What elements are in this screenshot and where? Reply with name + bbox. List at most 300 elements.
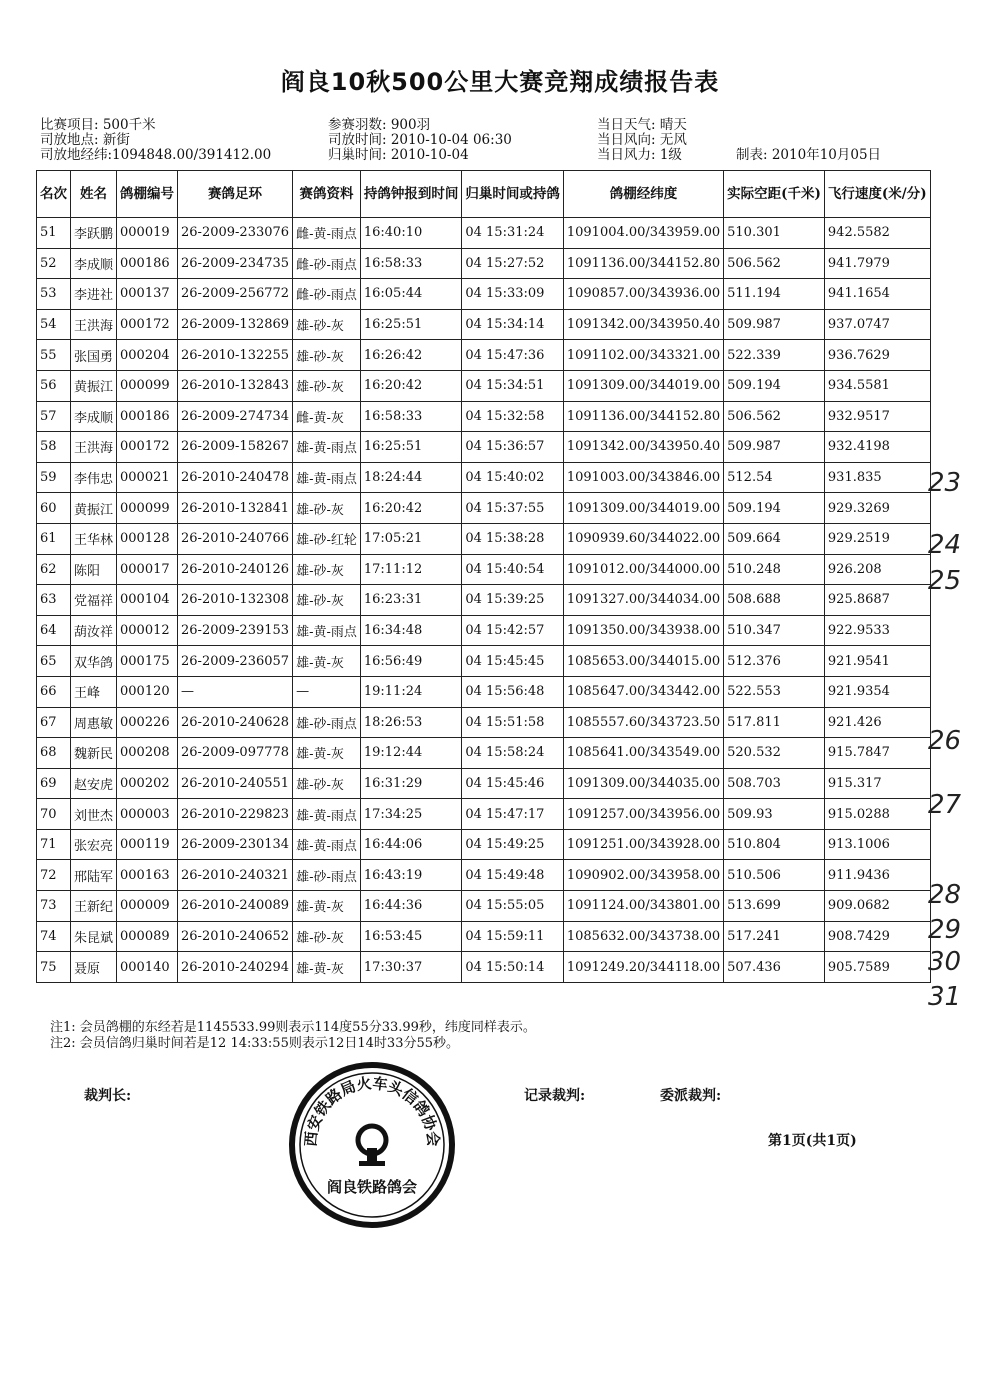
cell-name: 葫汝祥 — [71, 615, 117, 646]
footnote-1: 注1: 会员鸽棚的东经若是1145533.99则表示114度55分33.99秒，纬度同样表示。 — [50, 1020, 536, 1035]
cell-ring: 26-2009-230134 — [178, 829, 293, 860]
cell-loft-id: 000186 — [117, 401, 178, 432]
cell-return-time: 04 15:45:45 — [462, 646, 564, 677]
cell-bird-info: 雄-黄-雨点 — [293, 799, 361, 830]
cell-clock-time: 16:05:44 — [360, 279, 462, 310]
chief-judge-label: 裁判长: — [84, 1088, 132, 1104]
cell-rank: 53 — [37, 279, 71, 310]
table-row — [37, 891, 931, 922]
cell-clock-time: 16:31:29 — [360, 768, 462, 799]
cell-distance: 510.804 — [724, 829, 825, 860]
table-row — [37, 707, 931, 738]
cell-speed: 934.5581 — [824, 370, 930, 401]
cell-return-time: 04 15:33:09 — [462, 279, 564, 310]
cell-name: 王洪海 — [71, 309, 117, 340]
cell-return-time: 04 15:51:58 — [462, 707, 564, 738]
cell-name: 王洪海 — [71, 432, 117, 463]
meta-weather: 当日天气: 晴天 — [597, 117, 687, 133]
cell-rank: 55 — [37, 340, 71, 371]
meta-made-date: 制表: 2010年10月05日 — [736, 147, 882, 163]
cell-speed: 921.426 — [824, 707, 930, 738]
cell-clock-time: 16:43:19 — [360, 860, 462, 891]
cell-bird-info: 雌-砂-雨点 — [293, 248, 361, 279]
cell-bird-info: 雄-砂-灰 — [293, 340, 361, 371]
cell-ring: 26-2010-240126 — [178, 554, 293, 585]
cell-bird-info: 雄-砂-灰 — [293, 585, 361, 616]
handwritten-mark: 31 — [928, 982, 962, 1012]
cell-rank: 59 — [37, 462, 71, 493]
cell-name: 魏新民 — [71, 738, 117, 769]
cell-clock-time: 16:53:45 — [360, 921, 462, 952]
cell-return-time: 04 15:47:36 — [462, 340, 564, 371]
cell-bird-info: 雄-黄-灰 — [293, 738, 361, 769]
cell-speed: 915.7847 — [824, 738, 930, 769]
cell-loft-coords: 1091309.00/344019.00 — [563, 370, 723, 401]
table-row — [37, 615, 931, 646]
cell-bird-info: 雄-砂-灰 — [293, 309, 361, 340]
cell-distance: 509.93 — [724, 799, 825, 830]
cell-loft-coords: 1085557.60/343723.50 — [563, 707, 723, 738]
cell-loft-id: 000172 — [117, 309, 178, 340]
cell-name: 刘世杰 — [71, 799, 117, 830]
cell-loft-coords: 1091309.00/344019.00 — [563, 493, 723, 524]
cell-name: 张国勇 — [71, 340, 117, 371]
cell-speed: 915.0288 — [824, 799, 930, 830]
cell-bird-info: 雄-黄-雨点 — [293, 615, 361, 646]
cell-clock-time: 19:11:24 — [360, 676, 462, 707]
meta-release-time: 司放时间: 2010-10-04 06:30 — [328, 132, 512, 148]
cell-clock-time: 19:12:44 — [360, 738, 462, 769]
cell-loft-id: 000202 — [117, 768, 178, 799]
recorder-judge-label: 记录裁判: — [524, 1088, 586, 1104]
cell-name: 李伟忠 — [71, 462, 117, 493]
cell-name: 李进社 — [71, 279, 117, 310]
cell-speed: 932.9517 — [824, 401, 930, 432]
cell-bird-info: 雄-砂-雨点 — [293, 860, 361, 891]
cell-rank: 58 — [37, 432, 71, 463]
cell-ring: 26-2010-240766 — [178, 523, 293, 554]
cell-ring: 26-2010-240652 — [178, 921, 293, 952]
cell-distance: 508.688 — [724, 585, 825, 616]
cell-return-time: 04 15:40:02 — [462, 462, 564, 493]
cell-return-time: 04 15:38:28 — [462, 523, 564, 554]
appointed-judge-label: 委派裁判: — [660, 1088, 722, 1104]
cell-rank: 73 — [37, 891, 71, 922]
cell-loft-id: 000003 — [117, 799, 178, 830]
meta-entries: 参赛羽数: 900羽 — [328, 117, 431, 133]
cell-name: 邢陆军 — [71, 860, 117, 891]
cell-rank: 61 — [37, 523, 71, 554]
cell-distance: 507.436 — [724, 952, 825, 983]
cell-distance: 522.553 — [724, 676, 825, 707]
cell-speed: 937.0747 — [824, 309, 930, 340]
cell-ring: 26-2009-239153 — [178, 615, 293, 646]
handwritten-mark: 26 — [928, 726, 962, 756]
cell-speed: 931.835 — [824, 462, 930, 493]
report-title: 阎良10秋500公里大赛竞翔成绩报告表 — [280, 68, 720, 96]
header-clock-time: 持鸽钟报到时间 — [360, 171, 462, 218]
cell-rank: 69 — [37, 768, 71, 799]
cell-distance: 522.339 — [724, 340, 825, 371]
cell-loft-coords: 1091004.00/343959.00 — [563, 218, 723, 249]
cell-loft-coords: 1091327.00/344034.00 — [563, 585, 723, 616]
cell-distance: 517.241 — [724, 921, 825, 952]
cell-loft-id: 000009 — [117, 891, 178, 922]
cell-bird-info: 雌-黄-雨点 — [293, 218, 361, 249]
association-seal — [287, 1060, 457, 1230]
cell-loft-id: 000120 — [117, 676, 178, 707]
cell-loft-id: 000204 — [117, 340, 178, 371]
cell-speed: 925.8687 — [824, 585, 930, 616]
cell-clock-time: 16:25:51 — [360, 432, 462, 463]
cell-clock-time: 16:58:33 — [360, 401, 462, 432]
cell-ring: 26-2010-240321 — [178, 860, 293, 891]
cell-rank: 67 — [37, 707, 71, 738]
meta-release-site: 司放地点: 新街 — [40, 132, 130, 148]
cell-clock-time: 17:11:12 — [360, 554, 462, 585]
cell-return-time: 04 15:50:14 — [462, 952, 564, 983]
cell-bird-info: 雄-黄-雨点 — [293, 432, 361, 463]
cell-loft-id: 000012 — [117, 615, 178, 646]
cell-loft-coords: 1091124.00/343801.00 — [563, 891, 723, 922]
cell-loft-id: 000099 — [117, 370, 178, 401]
cell-return-time: 04 15:39:25 — [462, 585, 564, 616]
cell-return-time: 04 15:45:46 — [462, 768, 564, 799]
cell-loft-id: 000137 — [117, 279, 178, 310]
cell-clock-time: 16:25:51 — [360, 309, 462, 340]
cell-name: 聂原 — [71, 952, 117, 983]
cell-name: 赵安虎 — [71, 768, 117, 799]
cell-bird-info: 雄-黄-雨点 — [293, 829, 361, 860]
cell-bird-info: 雄-砂-雨点 — [293, 707, 361, 738]
cell-loft-id: 000226 — [117, 707, 178, 738]
cell-loft-coords: 1091257.00/343956.00 — [563, 799, 723, 830]
cell-distance: 509.664 — [724, 523, 825, 554]
table-row — [37, 768, 931, 799]
header-bird-info: 赛鸽资料 — [293, 171, 361, 218]
cell-distance: 517.811 — [724, 707, 825, 738]
cell-rank: 54 — [37, 309, 71, 340]
cell-speed: 921.9541 — [824, 646, 930, 677]
table-header-row — [37, 171, 931, 218]
cell-name: 李成顺 — [71, 401, 117, 432]
cell-clock-time: 16:20:42 — [360, 493, 462, 524]
cell-name: 王新纪 — [71, 891, 117, 922]
cell-bird-info: 雄-砂-红轮 — [293, 523, 361, 554]
cell-distance: 509.987 — [724, 432, 825, 463]
cell-ring: 26-2009-158267 — [178, 432, 293, 463]
footnotes — [50, 1020, 536, 1052]
cell-rank: 56 — [37, 370, 71, 401]
cell-clock-time: 16:56:49 — [360, 646, 462, 677]
cell-rank: 68 — [37, 738, 71, 769]
meta-column-3 — [597, 118, 687, 163]
cell-ring: 26-2010-132255 — [178, 340, 293, 371]
cell-loft-coords: 1085647.00/343442.00 — [563, 676, 723, 707]
cell-distance: 520.532 — [724, 738, 825, 769]
cell-loft-id: 000017 — [117, 554, 178, 585]
cell-loft-coords: 1091342.00/343950.40 — [563, 432, 723, 463]
cell-return-time: 04 15:49:48 — [462, 860, 564, 891]
cell-loft-coords: 1090902.00/343958.00 — [563, 860, 723, 891]
cell-ring: 26-2009-234735 — [178, 248, 293, 279]
cell-distance: 506.562 — [724, 401, 825, 432]
cell-speed: 911.9436 — [824, 860, 930, 891]
cell-ring: 26-2009-236057 — [178, 646, 293, 677]
handwritten-mark: 28 — [928, 880, 962, 910]
cell-return-time: 04 15:27:52 — [462, 248, 564, 279]
cell-speed: 922.9533 — [824, 615, 930, 646]
cell-ring: 26-2010-132308 — [178, 585, 293, 616]
cell-loft-id: 000019 — [117, 218, 178, 249]
cell-ring: 26-2010-240294 — [178, 952, 293, 983]
cell-rank: 60 — [37, 493, 71, 524]
table-row — [37, 248, 931, 279]
cell-ring: 26-2010-240551 — [178, 768, 293, 799]
cell-loft-coords: 1091136.00/344152.80 — [563, 248, 723, 279]
cell-speed: 909.0682 — [824, 891, 930, 922]
cell-ring: 26-2010-240628 — [178, 707, 293, 738]
meta-wind-force: 当日风力: 1级 — [597, 147, 682, 163]
cell-ring: 26-2010-240089 — [178, 891, 293, 922]
cell-rank: 71 — [37, 829, 71, 860]
cell-return-time: 04 15:56:48 — [462, 676, 564, 707]
cell-ring: — — [178, 676, 293, 707]
cell-distance: 510.301 — [724, 218, 825, 249]
handwritten-mark: 23 — [928, 468, 962, 498]
cell-return-time: 04 15:47:17 — [462, 799, 564, 830]
cell-return-time: 04 15:36:57 — [462, 432, 564, 463]
cell-loft-id: 000186 — [117, 248, 178, 279]
header-return-time: 归巢时间或持鸽 — [462, 171, 564, 218]
cell-speed: 941.1654 — [824, 279, 930, 310]
cell-rank: 72 — [37, 860, 71, 891]
header-rank: 名次 — [37, 171, 71, 218]
cell-return-time: 04 15:31:24 — [462, 218, 564, 249]
cell-loft-id: 000208 — [117, 738, 178, 769]
cell-ring: 26-2009-132869 — [178, 309, 293, 340]
cell-bird-info: 雄-黄-灰 — [293, 891, 361, 922]
cell-distance: 509.987 — [724, 309, 825, 340]
cell-clock-time: 16:20:42 — [360, 370, 462, 401]
cell-bird-info: 雄-砂-灰 — [293, 554, 361, 585]
cell-clock-time: 18:24:44 — [360, 462, 462, 493]
cell-distance: 509.194 — [724, 370, 825, 401]
cell-loft-coords: 1090857.00/343936.00 — [563, 279, 723, 310]
cell-loft-coords: 1091136.00/344152.80 — [563, 401, 723, 432]
cell-loft-coords: 1091350.00/343938.00 — [563, 615, 723, 646]
cell-name: 张宏亮 — [71, 829, 117, 860]
handwritten-mark: 25 — [928, 566, 962, 596]
cell-speed: 915.317 — [824, 768, 930, 799]
cell-clock-time: 16:34:48 — [360, 615, 462, 646]
cell-distance: 510.248 — [724, 554, 825, 585]
handwritten-mark: 29 — [928, 915, 962, 945]
table-row — [37, 279, 931, 310]
cell-clock-time: 17:30:37 — [360, 952, 462, 983]
cell-distance: 509.194 — [724, 493, 825, 524]
cell-rank: 74 — [37, 921, 71, 952]
cell-loft-coords: 1091342.00/343950.40 — [563, 309, 723, 340]
cell-clock-time: 17:05:21 — [360, 523, 462, 554]
cell-loft-coords: 1091309.00/344035.00 — [563, 768, 723, 799]
table-row — [37, 432, 931, 463]
cell-loft-id: 000175 — [117, 646, 178, 677]
cell-loft-coords: 1091102.00/343321.00 — [563, 340, 723, 371]
cell-ring: 26-2010-229823 — [178, 799, 293, 830]
table-row — [37, 921, 931, 952]
table-row — [37, 554, 931, 585]
table-row — [37, 493, 931, 524]
cell-name: 党福祥 — [71, 585, 117, 616]
cell-clock-time: 18:26:53 — [360, 707, 462, 738]
cell-rank: 51 — [37, 218, 71, 249]
cell-bird-info: 雄-黄-灰 — [293, 646, 361, 677]
cell-bird-info: 雄-黄-灰 — [293, 952, 361, 983]
railway-emblem-icon — [358, 1126, 386, 1166]
cell-speed: 926.208 — [824, 554, 930, 585]
cell-bird-info: — — [293, 676, 361, 707]
meta-event: 比赛项目: 500千米 — [40, 117, 156, 133]
cell-return-time: 04 15:58:24 — [462, 738, 564, 769]
cell-rank: 64 — [37, 615, 71, 646]
cell-loft-coords: 1085653.00/344015.00 — [563, 646, 723, 677]
cell-speed: 921.9354 — [824, 676, 930, 707]
cell-distance: 512.376 — [724, 646, 825, 677]
cell-loft-coords: 1090939.60/344022.00 — [563, 523, 723, 554]
meta-wind-direction: 当日风向: 无风 — [597, 132, 687, 148]
table-row — [37, 676, 931, 707]
cell-loft-id: 000163 — [117, 860, 178, 891]
cell-loft-id: 000172 — [117, 432, 178, 463]
cell-return-time: 04 15:55:05 — [462, 891, 564, 922]
cell-loft-coords: 1091003.00/343846.00 — [563, 462, 723, 493]
cell-ring: 26-2009-233076 — [178, 218, 293, 249]
header-loft-id: 鸽棚编号 — [117, 171, 178, 218]
results-table — [36, 170, 931, 983]
cell-name: 李跃鹏 — [71, 218, 117, 249]
cell-name: 双华鸽 — [71, 646, 117, 677]
header-distance: 实际空距(千米) — [724, 171, 825, 218]
cell-loft-id: 000099 — [117, 493, 178, 524]
cell-clock-time: 16:44:36 — [360, 891, 462, 922]
handwritten-mark: 30 — [928, 947, 962, 977]
cell-bird-info: 雌-砂-雨点 — [293, 279, 361, 310]
meta-return-time: 归巢时间: 2010-10-04 — [328, 147, 469, 163]
cell-ring: 26-2009-256772 — [178, 279, 293, 310]
cell-name: 王峰 — [71, 676, 117, 707]
cell-rank: 70 — [37, 799, 71, 830]
cell-distance: 512.54 — [724, 462, 825, 493]
cell-name: 陈阳 — [71, 554, 117, 585]
table-row — [37, 860, 931, 891]
cell-loft-coords: 1091012.00/344000.00 — [563, 554, 723, 585]
cell-ring: 26-2010-132841 — [178, 493, 293, 524]
table-row — [37, 523, 931, 554]
cell-rank: 75 — [37, 952, 71, 983]
header-loft-coords: 鸽棚经纬度 — [563, 171, 723, 218]
cell-bird-info: 雄-砂-灰 — [293, 493, 361, 524]
cell-loft-coords: 1091249.20/344118.00 — [563, 952, 723, 983]
cell-speed: 905.7589 — [824, 952, 930, 983]
cell-return-time: 04 15:37:55 — [462, 493, 564, 524]
handwritten-mark: 27 — [928, 790, 962, 820]
cell-rank: 63 — [37, 585, 71, 616]
cell-clock-time: 16:26:42 — [360, 340, 462, 371]
cell-ring: 26-2010-132843 — [178, 370, 293, 401]
table-row — [37, 952, 931, 983]
table-row — [37, 829, 931, 860]
table-row — [37, 799, 931, 830]
cell-clock-time: 16:40:10 — [360, 218, 462, 249]
cell-loft-id: 000140 — [117, 952, 178, 983]
cell-clock-time: 16:23:31 — [360, 585, 462, 616]
cell-distance: 508.703 — [724, 768, 825, 799]
table-row — [37, 309, 931, 340]
cell-return-time: 04 15:34:14 — [462, 309, 564, 340]
cell-distance: 510.347 — [724, 615, 825, 646]
cell-return-time: 04 15:42:57 — [462, 615, 564, 646]
cell-return-time: 04 15:59:11 — [462, 921, 564, 952]
cell-clock-time: 16:44:06 — [360, 829, 462, 860]
meta-column-1 — [40, 118, 271, 163]
seal-inner-text: 阎良铁路鸽会 — [326, 1178, 418, 1196]
cell-loft-id: 000128 — [117, 523, 178, 554]
table-row — [37, 646, 931, 677]
cell-distance: 511.194 — [724, 279, 825, 310]
cell-rank: 62 — [37, 554, 71, 585]
cell-return-time: 04 15:34:51 — [462, 370, 564, 401]
cell-name: 李成顺 — [71, 248, 117, 279]
handwritten-mark: 24 — [928, 530, 962, 560]
table-row — [37, 738, 931, 769]
cell-speed: 942.5582 — [824, 218, 930, 249]
header-ring: 赛鸽足环 — [178, 171, 293, 218]
cell-return-time: 04 15:40:54 — [462, 554, 564, 585]
cell-speed: 929.3269 — [824, 493, 930, 524]
cell-name: 朱昆斌 — [71, 921, 117, 952]
meta-release-coords: 司放地经纬:1094848.00/391412.00 — [40, 147, 272, 163]
cell-name: 王华林 — [71, 523, 117, 554]
table-row — [37, 401, 931, 432]
table-row — [37, 462, 931, 493]
seal-outer-text: 西安铁路局火车头信鸽协会 — [301, 1074, 443, 1148]
cell-bird-info: 雄-砂-灰 — [293, 768, 361, 799]
cell-speed: 929.2519 — [824, 523, 930, 554]
cell-bird-info: 雄-砂-灰 — [293, 921, 361, 952]
cell-rank: 52 — [37, 248, 71, 279]
cell-speed: 941.7979 — [824, 248, 930, 279]
cell-speed: 913.1006 — [824, 829, 930, 860]
cell-distance: 510.506 — [724, 860, 825, 891]
page-number: 第1页(共1页) — [768, 1133, 857, 1149]
cell-distance: 513.699 — [724, 891, 825, 922]
table-row — [37, 218, 931, 249]
table-row — [37, 340, 931, 371]
cell-clock-time: 17:34:25 — [360, 799, 462, 830]
cell-bird-info: 雄-黄-雨点 — [293, 462, 361, 493]
cell-ring: 26-2009-097778 — [178, 738, 293, 769]
cell-loft-coords: 1085641.00/343549.00 — [563, 738, 723, 769]
cell-speed: 932.4198 — [824, 432, 930, 463]
cell-name: 黄振江 — [71, 493, 117, 524]
cell-clock-time: 16:58:33 — [360, 248, 462, 279]
table-row — [37, 370, 931, 401]
cell-ring: 26-2010-240478 — [178, 462, 293, 493]
cell-speed: 936.7629 — [824, 340, 930, 371]
cell-loft-id: 000021 — [117, 462, 178, 493]
table-row — [37, 585, 931, 616]
